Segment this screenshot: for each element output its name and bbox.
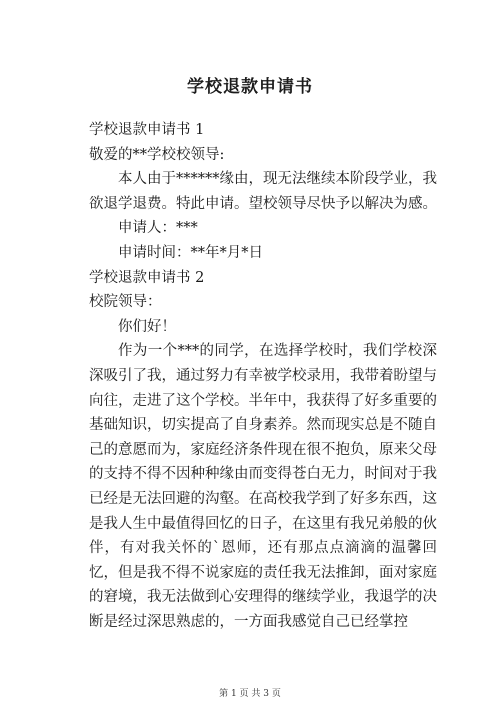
document-body bbox=[89, 118, 437, 634]
paragraph: 申请人：*** bbox=[118, 220, 198, 237]
paragraph: 学校退款申请书 1 bbox=[89, 122, 205, 138]
paragraph: 校院领导： bbox=[89, 294, 162, 311]
paragraph: 你们好！ bbox=[118, 318, 176, 335]
paragraph: 本人由于******缘由，现无法继续本阶段学业，我欲退学退费。特此申请。望校领导尽快予以解决为感。 bbox=[89, 171, 437, 212]
paragraph: 敬爱的**学校校领导: bbox=[89, 146, 225, 163]
document-title: 学校退款申请书 bbox=[187, 77, 313, 97]
paragraph: 作为一个***的同学，在选择学校时，我们学校深深吸引了我，通过努力有幸被学校录用，我带着盼望与向往，走进了这个学校。半年中，我获得了好多重要的基础知识，切实提高了自身素养。然而现实总是不随自己的意愿而为，家庭经济条件现在很不抱负，原来父母的支持不得不因种种缘由而变得苍白无力，时间对于我已经是无法回避的沟壑。在高校我学到了好多东西，这是我人生中最值得回忆的日子，在这里有我兄弟般的伙伴，有对我关怀的`恩师，还有那点点滴滴的温馨回忆，但是我不得不说家庭的责任我无法推卸，面对家庭的窘境，我无法做到心安理得的继续学业，我退学的决断是经过深思熟虑的，一方面我感觉自己已经掌控 bbox=[89, 343, 437, 630]
paragraph: 学校退款申请书 2 bbox=[89, 269, 205, 286]
page-footer: 第 1 页 共 3 页 bbox=[219, 689, 281, 699]
paragraph: 申请时间：**年*月*日 bbox=[118, 244, 263, 261]
